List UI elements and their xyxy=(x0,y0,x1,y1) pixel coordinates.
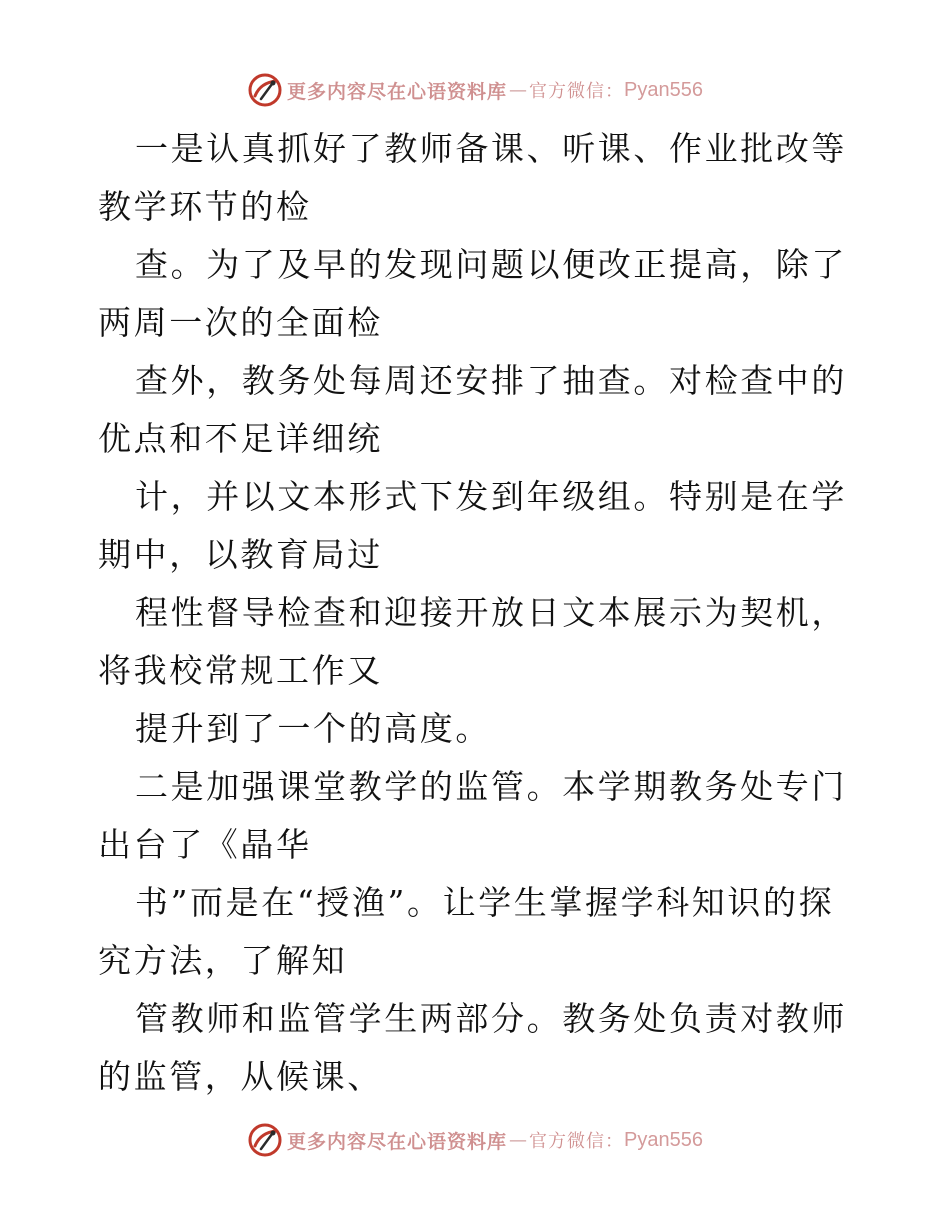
header-wechat-label: 官方微信： xyxy=(529,81,625,102)
footer-wechat-label: 官方微信： xyxy=(529,1131,625,1152)
footer-banner xyxy=(0,1120,950,1160)
document-body xyxy=(98,120,858,1106)
footer-separator: — xyxy=(509,1129,528,1151)
brand-logo-icon xyxy=(247,1122,283,1158)
paragraph: 管教师和监管学生两部分。教务处负责对教师的监管，从候课、 xyxy=(98,999,847,1096)
paragraph: 计，并以文本形式下发到年级组。特别是在学期中，以教育局过 xyxy=(98,477,847,574)
paragraph: 查外，教务处每周还安排了抽查。对检查中的优点和不足详细统 xyxy=(98,361,847,458)
footer-brand-text: 更多内容尽在心语资料库 xyxy=(287,1130,508,1153)
header-wechat-id: Pyan556 xyxy=(624,78,703,101)
paragraph: 程性督导检查和迎接开放日文本展示为契机，将我校常规工作又 xyxy=(98,593,847,690)
brand-logo-icon xyxy=(247,72,283,108)
paragraph: 书”而是在“授渔”。让学生掌握学科知识的探究方法，了解知 xyxy=(98,883,835,980)
paragraph: 二是加强课堂教学的监管。本学期教务处专门出台了《晶华 xyxy=(98,767,847,864)
header-separator: — xyxy=(509,79,528,101)
paragraph: 一是认真抓好了教师备课、听课、作业批改等教学环节的检 xyxy=(98,129,847,226)
header-banner xyxy=(0,70,950,110)
paragraph: 提升到了一个的高度。 xyxy=(135,709,491,748)
paragraph: 查。为了及早的发现问题以便改正提高，除了两周一次的全面检 xyxy=(98,245,847,342)
footer-wechat-id: Pyan556 xyxy=(624,1128,703,1151)
header-brand-text: 更多内容尽在心语资料库 xyxy=(287,80,508,103)
